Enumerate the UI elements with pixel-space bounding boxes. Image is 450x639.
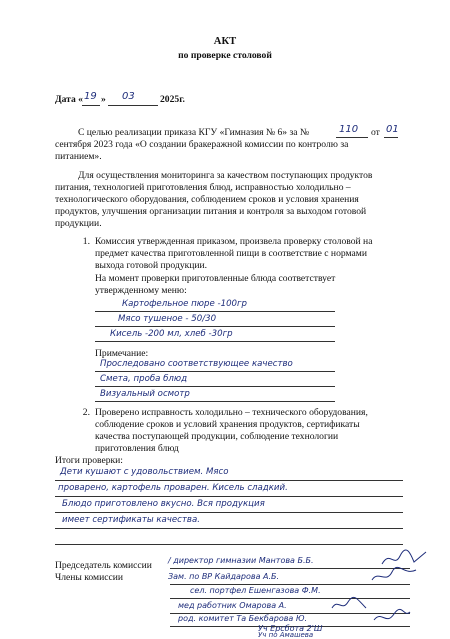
chair-signature-text: / директор гимназии Мантова Б.Б. [168, 556, 314, 565]
item-1-number: 1. [82, 236, 90, 247]
date-day-line [82, 105, 100, 106]
item-2-line-3: качества поступающей продукции, соблюдение технологии [95, 431, 339, 442]
date-label: Дата « [55, 94, 83, 105]
menu-line-1 [95, 311, 335, 312]
member-2: сел. портфел Ешенгазова Ф.М. [190, 586, 321, 595]
menu-item-1: Картофельное пюре -100гр [122, 299, 247, 309]
member-line-2 [170, 598, 410, 599]
results-line-1 [55, 480, 403, 481]
member-3: мед работник Омарова А. [178, 601, 287, 610]
purpose-line-2: питания, технологией приготовления блюд, исправностью холодильно – [55, 182, 351, 193]
note-line-3 [95, 401, 335, 402]
item-1-line-3: выхода готовой продукции. [95, 260, 208, 271]
menu-item-2: Мясо тушеное - 50/30 [118, 314, 217, 324]
results-text-2: проварено, картофель проварен. Кисель сладкий. [58, 483, 288, 493]
members-label: Члены комиссии [55, 572, 124, 583]
note-line-1 [95, 371, 335, 372]
member-4-signature [372, 610, 412, 628]
results-text-1: Дети кушают с удовольствием. Мясо [60, 467, 229, 477]
member-4: род. комитет Та Бекбарова Ю. [178, 614, 308, 623]
member-1: Зам. по ВР Кайдарова А.Б. [168, 572, 280, 581]
purpose-line-5: продукции. [55, 218, 102, 229]
member-5: Уч Ерсбота 2'Ш [258, 624, 323, 633]
item-1-line-1: Комиссия утвержденная приказом, произвела проверку столовой на [95, 236, 373, 247]
date-month: 03 [122, 91, 135, 102]
item-2-line-4: приготовления блюд [95, 443, 179, 454]
date-day: 19 [84, 91, 97, 102]
item-2-line-1: Проверено исправность холодильно – технического оборудования, [95, 407, 368, 418]
purpose-line-3: технологического оборудования, соблюдением сроков и условия хранения [55, 194, 359, 205]
item-1-line-2: предмет качества приготовленной пищи в соответствие с нормами [95, 248, 367, 259]
results-line-4 [55, 528, 403, 529]
order-day-line [384, 137, 398, 138]
page-title: АКТ [213, 36, 237, 47]
menu-item-3: Кисель -200 мл, хлеб -30гр [110, 329, 233, 339]
member-1-signature [370, 566, 420, 586]
menu-line-3 [95, 341, 335, 342]
results-line-3 [55, 512, 403, 513]
item-1-line-5: утвержденному меню: [95, 285, 187, 296]
chair-label: Председатель комиссии [55, 560, 152, 571]
order-day: 01 [386, 124, 399, 135]
results-line-5 [55, 544, 403, 545]
intro-from: от [371, 127, 380, 138]
item-1-line-4: На момент проверки приготовленные блюда соответствует [95, 273, 336, 284]
note-item-2: Смета, проба блюд [100, 374, 188, 384]
date-mid: » [101, 94, 106, 105]
intro-line-1: С целью реализации приказа КГУ «Гимназия № 6» за № [78, 127, 310, 138]
date-month-line [108, 105, 158, 106]
member-3-signature [330, 596, 370, 614]
note-item-3: Визуальный осмотр [100, 389, 190, 399]
results-line-2 [55, 496, 403, 497]
member-6: Уч по Амашева [258, 631, 314, 639]
results-text-4: имеет сертификаты качества. [62, 515, 200, 525]
page-subtitle: по проверке столовой [178, 50, 272, 61]
order-number-line [336, 137, 368, 138]
results-label: Итоги проверки: [55, 455, 123, 466]
note-label: Примечание: [95, 348, 149, 359]
intro-line-2: сентября 2023 года «О создании бракеражной комиссии по контролю за [55, 139, 349, 150]
order-number: 110 [339, 124, 359, 135]
item-2-line-2: соблюдение сроков и условий хранения продуктов, сертификаты [95, 419, 360, 430]
date-year: 2025г. [160, 94, 185, 105]
results-text-3: Блюдо приготовлено вкусно. Вся продукция [62, 499, 265, 509]
purpose-line-1: Для осуществления мониторинга за качеством поступающих продуктов [78, 170, 373, 181]
purpose-line-4: продуктов, улучшения организации питания и контроля за выходом готовой [55, 206, 367, 217]
note-item-1: Проследовано соответствующее качество [100, 359, 293, 369]
item-2-number: 2. [82, 407, 90, 418]
menu-line-2 [95, 326, 335, 327]
intro-line-3: питанием». [55, 151, 102, 162]
note-line-2 [95, 386, 335, 387]
